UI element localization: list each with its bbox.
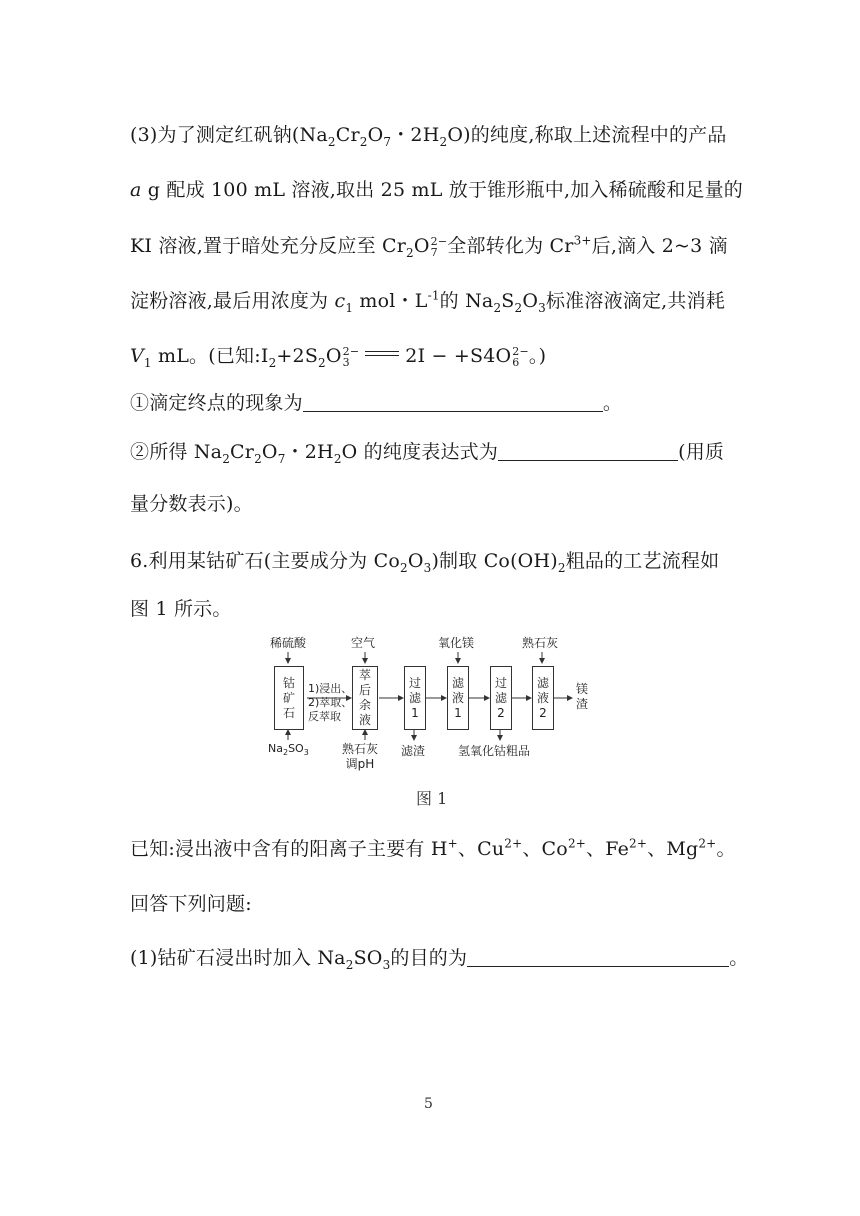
label-lime-top: 熟石灰 [522, 636, 559, 650]
box-filter-2: 过 滤 2 [490, 666, 512, 730]
dichromate-charge: 2− 7 [430, 235, 448, 259]
label-cobalt-hydroxide: 氢氧化钴粗品 [458, 744, 531, 758]
label-dilute-acid: 稀硫酸 [270, 636, 307, 650]
thiosulfate-charge: 2− 3 [342, 345, 360, 369]
answer-blank-3[interactable] [467, 948, 729, 967]
label-step-2: 2)萃取、 [308, 696, 353, 709]
q3-line-1: (3)为了测定红矾钠($Na_2Cr_2O_7$・$2H_2O$)的纯度,称取上述流程中的产品 [130, 124, 727, 149]
q3-sub-1: ①滴定终点的现象为 。 [130, 392, 623, 414]
q3-line-3: KI 溶液,置于暗处充分反应至 $Cr_2O$ 2− 7 全部转化为 $Cr^{3+}$后,滴入 2~3 滴 [130, 233, 728, 260]
label-lime-ph: 熟石灰 调pH [342, 742, 379, 771]
label-mg-residue: 镁 渣 [576, 682, 589, 711]
q6-line-1: 6.利用某钴矿石(主要成分为 $Co_2O_3$)制取 $Co(OH)_2$粗品的工艺流程如 [130, 550, 720, 575]
q3-line-4: 淀粉溶液,最后用浓度为 $c_1$ mol・$L^{-1}$的 $Na_2S_2O_3$标准溶液滴定,共消耗 [130, 288, 726, 315]
answer-blank-2[interactable] [498, 442, 678, 461]
box-cobalt-ore: 钴 矿 石 [274, 666, 304, 730]
q3-line-2: a g 配成 100 mL 溶液,取出 25 mL 放于锥形瓶中,加入稀硫酸和足量的 [130, 179, 743, 201]
q6-known: 已知:浸出液中含有的阳离子主要有 H+、$Cu^{2+}$、$Co^{2+}$、$Fe^{2+}$、$Mg^{2+}$。 [130, 836, 736, 860]
box-raffinate: 萃 后 余 液 [352, 666, 378, 730]
q6-line-2: 图 1 所示。 [130, 598, 232, 620]
figure-caption: 图 1 [416, 789, 448, 808]
q3-sub-2-cont: 量分数表示)。 [130, 493, 253, 515]
q6-part-1: (1)钴矿石浸出时加入 $Na_2SO_3$的目的为 。 [130, 947, 749, 972]
answer-blank-1[interactable] [303, 393, 603, 412]
box-filter-1: 过 滤 1 [404, 666, 426, 730]
label-filter-residue: 滤渣 [401, 744, 426, 758]
box-filtrate-1: 滤 液 1 [447, 666, 469, 730]
equals-sign [365, 350, 399, 360]
q3-sub-2: ②所得 $Na_2Cr_2O_7$・$2H_2O$ 的纯度表达式为 (用质 [130, 441, 725, 466]
label-step-3: 反萃取 [308, 710, 341, 723]
label-air: 空气 [351, 636, 376, 650]
label-mgo: 氧化镁 [438, 636, 475, 650]
label-step-1: 1)浸出、 [308, 682, 353, 695]
process-flow-diagram [262, 632, 598, 810]
page-number: 5 [424, 1096, 433, 1112]
label-na2so3: $Na_2SO_3$ [268, 742, 309, 758]
q3-line-5: $V_1$ mL。(已知$:I_2+2S_2O$ 2− 3 2I − +S4O 2− 6 。) [130, 345, 547, 370]
box-filtrate-2: 滤 液 2 [532, 666, 554, 730]
q6-answer-prompt: 回答下列问题: [130, 893, 252, 915]
tetrathionate-charge: 2− 6 [512, 345, 529, 369]
